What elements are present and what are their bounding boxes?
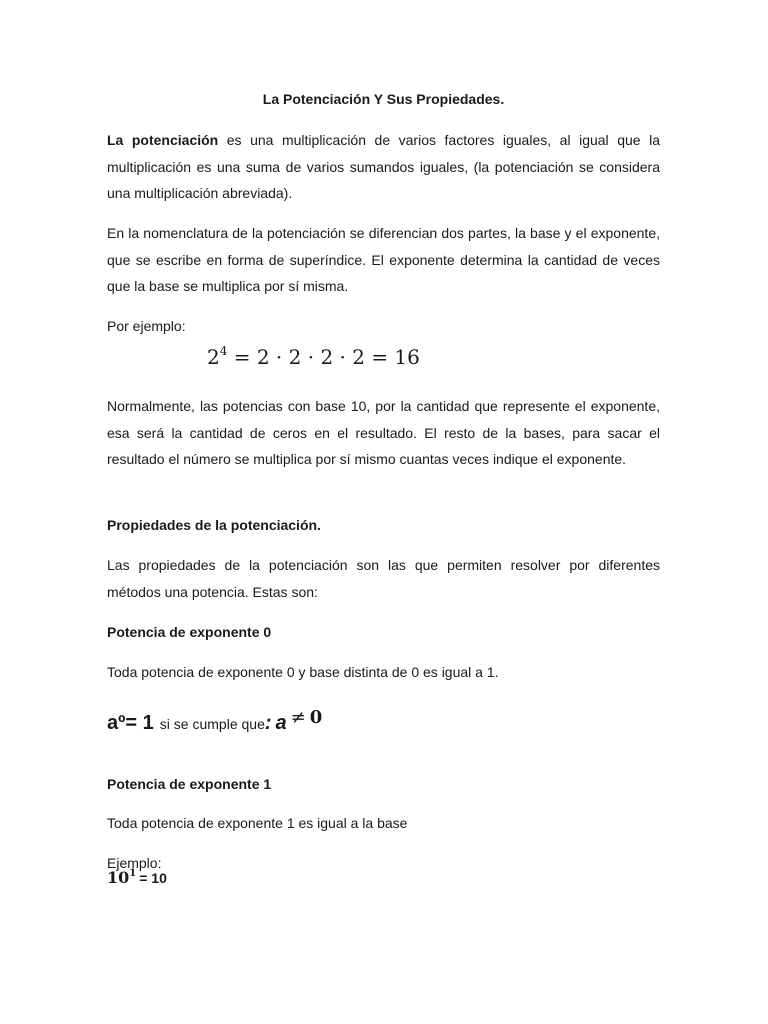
equation-exponent: 4 <box>219 344 228 358</box>
document-title: La Potenciación Y Sus Propiedades. <box>262 91 505 107</box>
equation-base: 2 <box>207 345 220 369</box>
nomenclature-paragraph: En la nomenclatura de la potenciación se diferencian dos partes, la base y el exponente, que se escribe en forma de superíndice. El exponente determina la cantidad de veces que la base se multiplica por sí misma. <box>107 225 660 294</box>
normally-paragraph: Normalmente, las potencias con base 10, por la cantidad que represente el exponente, esa será la cantidad de ceros en el resultado. El resto de la bases, para sacar el resultado el número se multiplica por sí mismo cuantas veces indique el exponente. <box>107 398 660 467</box>
not-equal-symbol: ≠ <box>290 707 306 728</box>
equation-expansion: = 2 · 2 · 2 · 2 = 16 <box>227 345 420 369</box>
exp1-base: 10 <box>107 868 130 887</box>
exp0-zero: 0 <box>309 707 323 728</box>
exp1-example-formula <box>107 868 167 888</box>
intro-term: La potenciación <box>107 132 219 148</box>
intro-paragraph <box>107 127 660 207</box>
exp0-formula <box>107 707 322 735</box>
intro-text: es una multiplicación de varios factores iguales, al igual que la multiplicación es una suma de varios sumandos iguales, (la potenciación se considera una multiplicación abreviada). <box>107 132 660 201</box>
exp0-condition: si se cumple que <box>159 716 265 732</box>
exp0-variable: a <box>275 712 287 734</box>
example-label: Por ejemplo: <box>107 318 186 334</box>
properties-intro: Las propiedades de la potenciación son las que permiten resolver por diferentes métodos una potencia. Estas son: <box>107 557 660 600</box>
exp0-formula-main: aº= 1 <box>107 712 154 734</box>
exp0-heading: Potencia de exponente 0 <box>107 624 272 640</box>
exp0-text: Toda potencia de exponente 0 y base distinta de 0 es igual a 1. <box>107 664 499 680</box>
exp0-colon: : <box>264 712 272 734</box>
exp1-example-label: Ejemplo: <box>107 855 162 871</box>
exp1-exponent: 1 <box>129 868 137 879</box>
exp1-result: = 10 <box>139 870 167 886</box>
exp1-text: Toda potencia de exponente 1 es igual a la base <box>107 815 408 831</box>
power-equation <box>207 344 420 369</box>
properties-heading: Propiedades de la potenciación. <box>107 517 321 533</box>
exp1-heading: Potencia de exponente 1 <box>107 776 272 792</box>
